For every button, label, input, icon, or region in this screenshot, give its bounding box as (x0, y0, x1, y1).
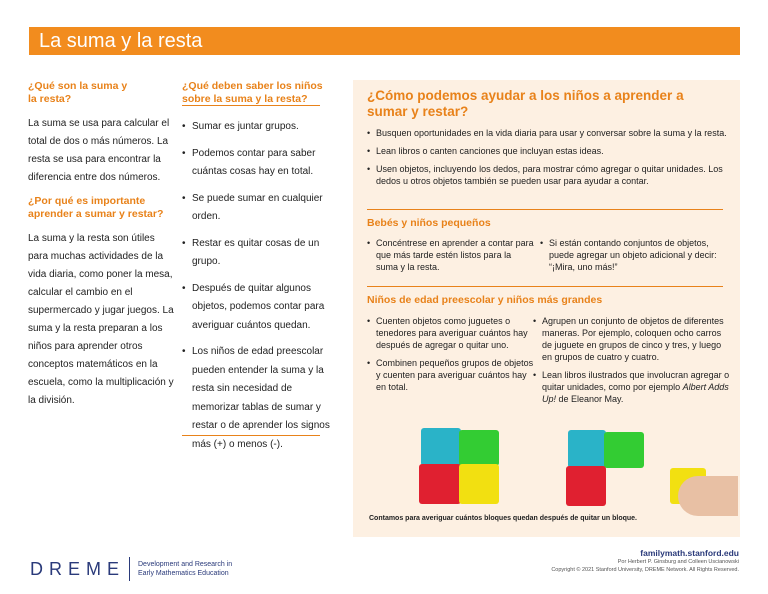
list-item: • Podemos contar para saber cuántas cosas hay en total. (182, 145, 332, 182)
footer-copyright: Copyright © 2021 Stanford University, DREME Network. All Rights Reserved. (551, 567, 739, 573)
title-bar (29, 27, 740, 55)
footer-org (138, 560, 232, 578)
list-item: • Agrupen un conjunto de objetos de diferentes maneras. Por ejemplo, coloquen ocho carros de juguete en grupos de cinco y tres, y luego en grupos de cuatro y cuatro. (533, 315, 733, 363)
section-divider (367, 209, 723, 210)
photo-caption: Contamos para averiguar cuántos bloques quedan después de quitar un bloque. (369, 515, 637, 522)
red-block (566, 466, 606, 506)
heading-babies: Bebés y niños pequeños (367, 217, 491, 229)
list-item: • Combinen pequeños grupos de objetos y cuenten para averiguar cuántos hay en total. (367, 357, 537, 393)
green-block (459, 430, 499, 466)
book-text-post: de Eleanor May. (556, 394, 624, 404)
cyan-block (421, 428, 461, 466)
column-what-know (182, 80, 332, 462)
green-block (604, 432, 644, 468)
section-divider (367, 286, 723, 287)
column-divider-top (182, 105, 320, 106)
yellow-block (459, 464, 499, 504)
list-item: • Cuenten objetos como juguetes o tenedores para averiguar cuántos hay después de agregar o quitar uno. (367, 315, 537, 351)
babies-right-list (540, 237, 724, 279)
heading-preschool: Niños de edad preescolar y niños más grandes (367, 294, 603, 306)
book-title: Albert Adds Up! (542, 382, 729, 404)
blocks-group-removed (566, 430, 736, 514)
footer-url[interactable]: familymath.stanford.edu (640, 548, 739, 558)
org-line1: Development and Research in (138, 561, 233, 568)
know-list (182, 118, 332, 454)
heading-what-is: ¿Qué son la suma y la resta? (28, 80, 128, 105)
book-text-pre: Lean libros ilustrados que involucran agregar o quitar unidades, como por ejemplo (542, 370, 730, 392)
blocks-group-four (419, 428, 519, 506)
preschool-left-list (367, 315, 537, 399)
footer-separator (129, 557, 130, 581)
footer-credits (551, 548, 739, 574)
list-item: • Después de quitar algunos objetos, podemos contar para averiguar cuántos quedan. (182, 280, 332, 336)
list-item: • Concéntrese en aprender a contar para que más tarde estén listos para la suma y la resta. (367, 237, 535, 273)
babies-left-list (367, 237, 535, 279)
list-item: • Los niños de edad preescolar pueden entender la suma y la resta sin necesidad de memorizar tablas de sumar y restar o de aprender los signos más (+) o menos (-). (182, 343, 332, 454)
heading-what-know: ¿Qué deben saber los niños sobre la suma y la resta? (182, 80, 323, 105)
cyan-block (568, 430, 606, 468)
list-item: • Se puede sumar en cualquier orden. (182, 190, 332, 227)
page-title: La suma y la resta (39, 30, 203, 52)
list-item: • Sumar es juntar grupos. (182, 118, 332, 137)
list-item: • Lean libros o canten canciones que incluyan estas ideas. (367, 145, 729, 157)
list-item: • Busquen oportunidades en la vida diaria para usar y conversar sobre la suma y la resta. (367, 127, 729, 139)
column-what-why (28, 80, 176, 418)
org-line2: Early Mathematics Education (138, 570, 229, 577)
list-item (533, 369, 733, 405)
red-block (419, 464, 461, 504)
footer-authors: Por Herbert P. Ginsburg and Colleen Uscianowski (617, 559, 739, 565)
heading-why-important: ¿Por qué es importante aprender a sumar y restar? (28, 195, 164, 220)
preschool-right-list (533, 315, 733, 411)
list-item: • Si están contando conjuntos de objetos, puede agregar un objeto adicional y decir: “¡Mira, uno más!” (540, 237, 724, 273)
hand (678, 476, 738, 516)
panel-list (367, 127, 729, 193)
list-item: • Restar es quitar cosas de un grupo. (182, 235, 332, 272)
para-why-important: La suma y la resta son útiles para muchas actividades de la vida diaria, como poner la mesa, calcular el cambio en el supermercado y jugar juegos. La suma y la resta preparan a los niños para aprender otros conceptos matemáticos en la escuela, como la multiplicación y la división. (28, 233, 174, 406)
dreme-logo: DREME (30, 559, 126, 579)
help-panel (353, 80, 740, 537)
para-what-is: La suma se usa para calcular el total de dos o más números. La resta se usa para encontrar la diferencia entre dos números. (28, 118, 170, 183)
column-divider-bottom (182, 435, 320, 436)
panel-heading: ¿Cómo podemos ayudar a los niños a aprender a sumar y restar? (367, 88, 684, 119)
list-item: • Usen objetos, incluyendo los dedos, para mostrar cómo agregar o quitar unidades. Los dedos u otros objetos también se pueden usar para ayudar a contar. (367, 163, 729, 187)
